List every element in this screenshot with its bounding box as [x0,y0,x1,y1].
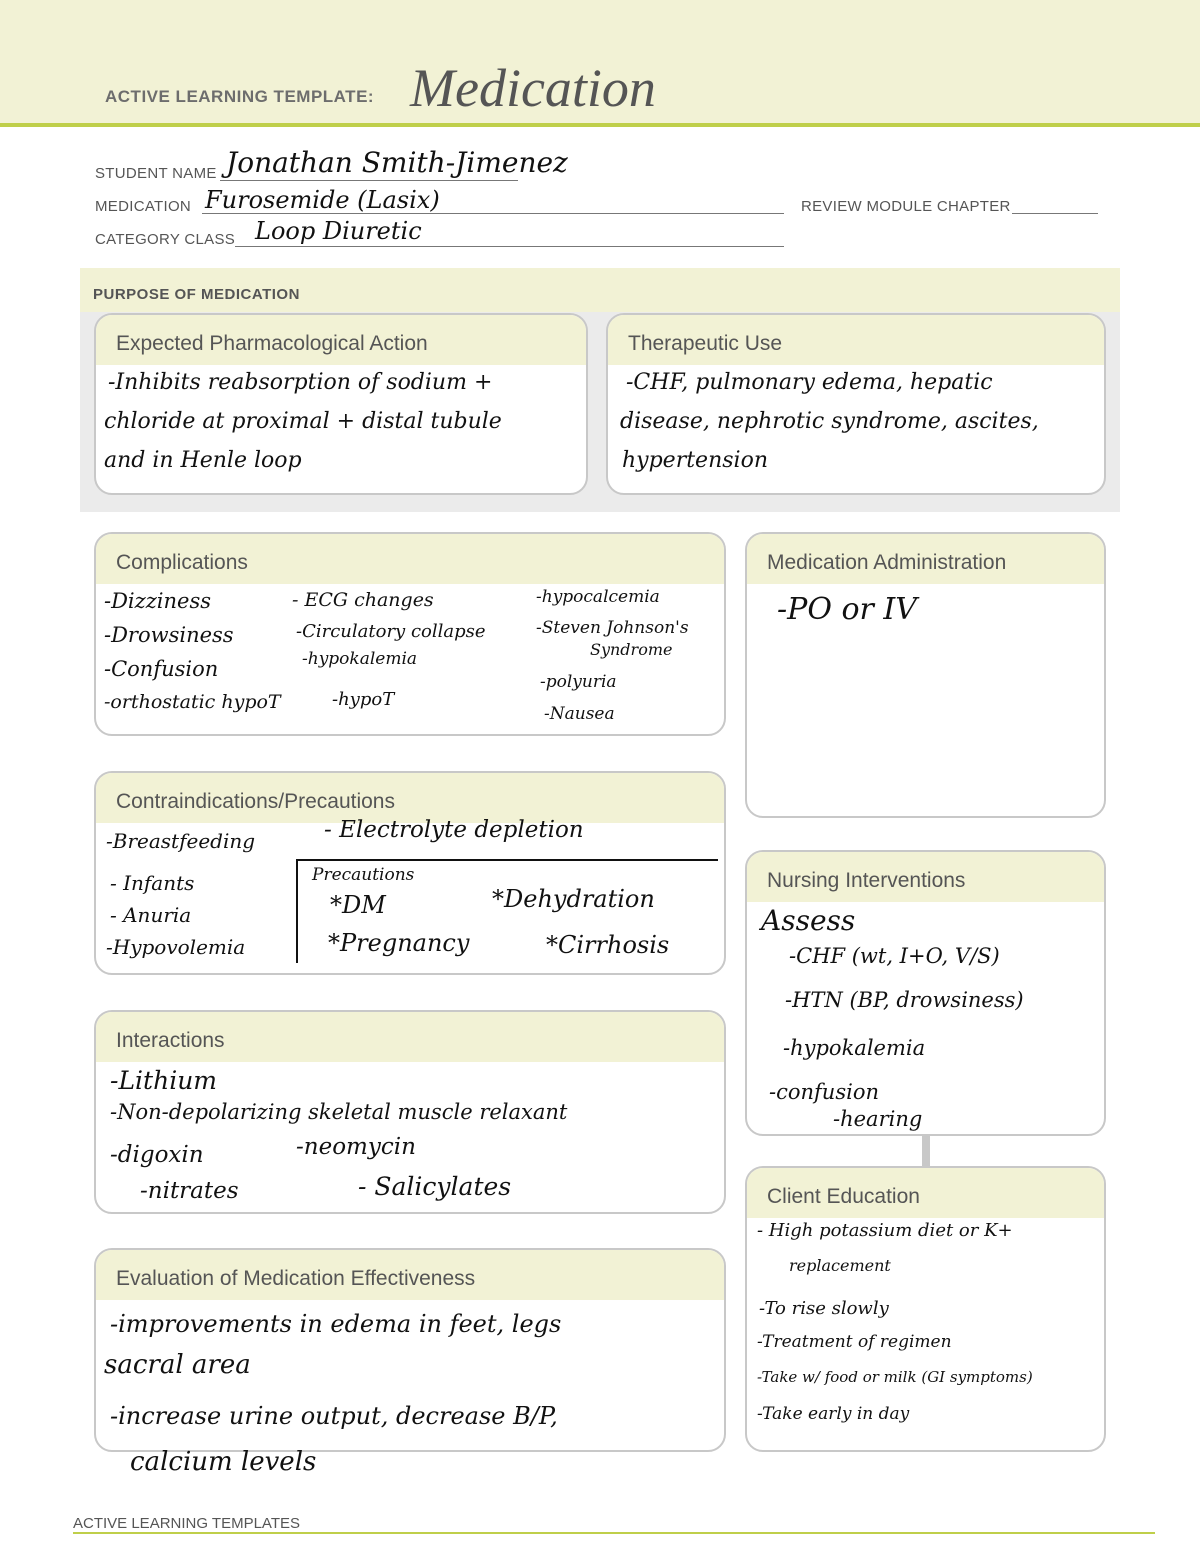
pharm-action-title: Expected Pharmacological Action [116,332,428,355]
complication-item: -hypoT [332,689,395,710]
complication-item: -orthostatic hypoT [104,691,281,713]
contraindication-item: - Infants [110,871,195,895]
template-label: ACTIVE LEARNING TEMPLATE: [105,87,375,106]
contraindication-item: -Breastfeeding [106,829,256,853]
client-education-line: -Take w/ food or milk (GI symptoms) [757,1368,1033,1386]
evaluation-line: calcium levels [130,1447,317,1477]
evaluation-box[interactable] [94,1248,726,1452]
complication-item: -Steven Johnson's [536,618,689,638]
evaluation-line: -improvements in edema in feet, legs [110,1310,562,1338]
administration-title: Medication Administration [767,551,1007,574]
complication-item: -polyuria [540,672,617,692]
evaluation-line: sacral area [104,1350,251,1380]
contraindications-title: Contraindications/Precautions [116,790,395,813]
therapeutic-use-title: Therapeutic Use [628,332,783,355]
complication-item: -Dizziness [104,589,211,613]
administration-line: -PO or IV [777,592,917,627]
category-class-line [235,246,784,247]
complication-item: -Confusion [104,657,219,681]
complication-item: -Drowsiness [104,623,234,647]
interaction-item: -Non-depolarizing skeletal muscle relaxant [110,1100,568,1124]
nursing-line: -hypokalemia [783,1036,926,1060]
precaution-item: *Dehydration [492,885,655,913]
interactions-box[interactable] [94,1010,726,1214]
nursing-line: Assess [761,904,856,937]
category-class-label: CATEGORY CLASS [95,231,236,248]
interaction-item: -Lithium [110,1066,217,1095]
nursing-interventions-box[interactable] [745,850,1106,1136]
purpose-label: PURPOSE OF MEDICATION [93,286,300,303]
header-rule [0,123,1200,127]
interaction-item: -nitrates [140,1178,239,1204]
complications-box[interactable] [94,532,726,736]
student-name-line [220,180,518,181]
pharm-action-line: -Inhibits reabsorption of sodium + [108,370,493,395]
complication-item: -Nausea [544,704,615,724]
pharm-action-line: chloride at proximal + distal tubule [104,409,502,434]
nursing-interventions-title: Nursing Interventions [767,869,966,892]
interaction-item: -neomycin [296,1134,416,1160]
precaution-item: *Pregnancy [328,929,470,957]
evaluation-line: -increase urine output, decrease B/P, [110,1402,558,1430]
client-education-line: - High potassium diet or K+ [757,1220,1013,1241]
precaution-item: *DM [330,891,386,919]
student-name-value[interactable]: Jonathan Smith-Jimenez [226,146,568,179]
footer-rule [73,1532,1155,1534]
complications-title: Complications [116,551,248,574]
therapeutic-use-box[interactable] [606,313,1106,495]
template-title: Medication [410,58,656,118]
complication-item: - ECG changes [292,589,434,611]
nursing-line: -HTN (BP, drowsiness) [785,988,1024,1012]
pharm-action-line: and in Henle loop [104,448,302,473]
contraindications-box[interactable] [94,771,726,975]
precautions-label: Precautions [312,865,415,885]
review-module-line[interactable] [1012,213,1098,214]
therapeutic-use-line: -CHF, pulmonary edema, hepatic [626,370,993,395]
nursing-line: -confusion [769,1080,879,1104]
client-education-line: replacement [789,1256,891,1275]
client-education-line: -Take early in day [757,1404,910,1424]
complication-item: Syndrome [590,640,673,659]
interaction-item: -digoxin [110,1142,204,1168]
category-class-value[interactable]: Loop Diuretic [255,217,422,245]
nursing-line: -hearing [833,1107,923,1131]
precaution-item: *Cirrhosis [546,931,670,959]
client-education-line: -To rise slowly [759,1298,889,1319]
pharm-action-box[interactable] [94,313,588,495]
client-education-title: Client Education [767,1185,920,1208]
medication-label: MEDICATION [95,198,192,215]
evaluation-title: Evaluation of Medication Effectiveness [116,1267,476,1290]
interaction-item: - Salicylates [358,1172,512,1201]
contraindication-item: -Hypovolemia [106,935,246,959]
nursing-line: -CHF (wt, I+O, V/S) [789,944,1000,968]
administration-box[interactable] [745,532,1106,818]
student-name-label: STUDENT NAME [95,165,217,182]
client-education-line: -Treatment of regimen [757,1332,952,1352]
footer-label: ACTIVE LEARNING TEMPLATES [73,1515,300,1532]
complication-item: -Circulatory collapse [296,621,486,642]
client-education-box[interactable] [745,1166,1106,1452]
medication-value[interactable]: Furosemide (Lasix) [205,186,440,214]
box-connector [922,1134,930,1168]
complication-item: -hypokalemia [302,649,418,669]
therapeutic-use-line: hypertension [622,448,768,473]
interactions-title: Interactions [116,1029,225,1052]
review-module-label: REVIEW MODULE CHAPTER [801,198,1011,215]
complication-item: -hypocalcemia [536,587,660,607]
contraindication-extra: - Electrolyte depletion [324,817,584,843]
therapeutic-use-line: disease, nephrotic syndrome, ascites, [620,409,1039,434]
contraindication-item: - Anuria [110,903,192,927]
